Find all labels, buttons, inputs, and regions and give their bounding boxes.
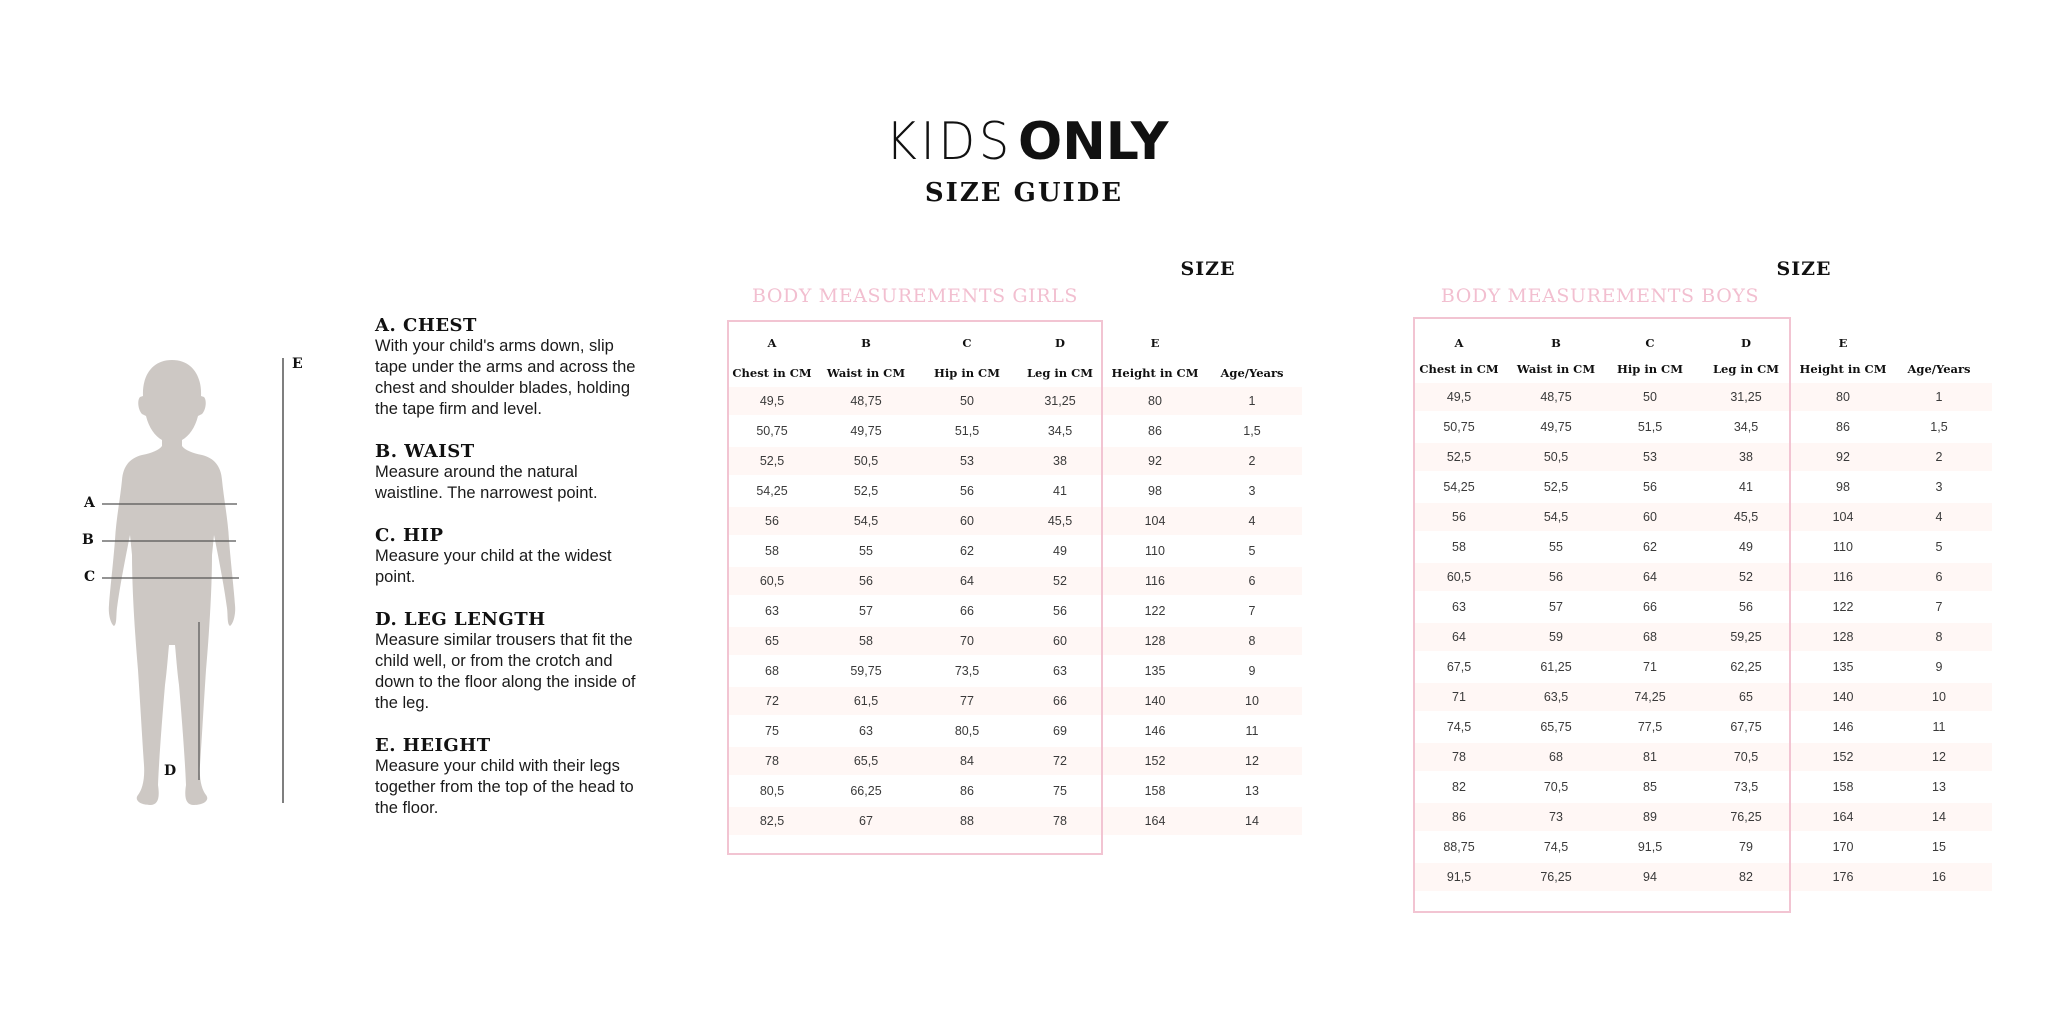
table-cell: 71 xyxy=(1452,690,1466,704)
table-cell: 70,5 xyxy=(1543,780,1569,794)
table-cell: 3 xyxy=(1935,480,1943,494)
column-letter: D xyxy=(1741,336,1751,350)
table-cell: 56 xyxy=(1053,604,1067,618)
column-header: Waist in CM xyxy=(826,366,906,380)
guide-title: B. WAIST xyxy=(375,441,475,462)
table-cell: 50,5 xyxy=(1543,450,1569,464)
table-cell: 66 xyxy=(960,604,974,618)
table-cell: 56 xyxy=(1549,570,1563,584)
table-cell: 80 xyxy=(1836,390,1850,404)
table-cell: 86 xyxy=(1452,810,1466,824)
column-letter: C xyxy=(962,336,972,350)
guide-title: D. LEG LENGTH xyxy=(375,609,546,630)
table-cell: 68 xyxy=(1549,750,1563,764)
table-cell: 146 xyxy=(1144,724,1166,738)
table-cell: 50 xyxy=(960,394,974,408)
table-cell: 60 xyxy=(1643,510,1657,524)
guide-title: C. HIP xyxy=(375,525,444,546)
table-cell: 49,75 xyxy=(850,424,882,438)
column-header: Hip in CM xyxy=(1617,362,1683,376)
table-cell: 67 xyxy=(859,814,873,828)
table-cell: 77 xyxy=(960,694,974,708)
table-cell: 15 xyxy=(1932,840,1946,854)
table-cell: 92 xyxy=(1836,450,1850,464)
table-cell: 45,5 xyxy=(1047,514,1073,528)
column-header: Age/Years xyxy=(1907,362,1971,376)
table-cell: 9 xyxy=(1935,660,1943,674)
column-letter: A xyxy=(1454,336,1464,350)
table-cell: 16 xyxy=(1932,870,1946,884)
table-cell: 63 xyxy=(859,724,873,738)
table-cell: 31,25 xyxy=(1044,394,1076,408)
table-cell: 86 xyxy=(960,784,974,798)
table-cell: 48,75 xyxy=(850,394,882,408)
table-cell: 12 xyxy=(1932,750,1946,764)
table-cell: 80,5 xyxy=(759,784,785,798)
table-cell: 70,5 xyxy=(1733,750,1759,764)
table-cell: 164 xyxy=(1832,810,1854,824)
table-cell: 58 xyxy=(859,634,873,648)
table-cell: 82 xyxy=(1739,870,1753,884)
table-cell: 80,5 xyxy=(954,724,980,738)
table-cell: 140 xyxy=(1832,690,1854,704)
table-cell: 73,5 xyxy=(954,664,980,678)
table-cell: 51,5 xyxy=(1637,420,1663,434)
table-cell: 57 xyxy=(859,604,873,618)
table-cell: 110 xyxy=(1145,544,1165,558)
table-cell: 63 xyxy=(1452,600,1466,614)
table-cell: 53 xyxy=(960,454,974,468)
measurement-guide xyxy=(375,316,645,841)
table-cell: 7 xyxy=(1248,604,1256,618)
table-cell: 53 xyxy=(1643,450,1657,464)
table-cell: 66,25 xyxy=(850,784,882,798)
table-cell: 14 xyxy=(1245,814,1259,828)
table-cell: 146 xyxy=(1832,720,1854,734)
child-measurement-figure xyxy=(60,340,320,820)
table-cell: 69 xyxy=(1053,724,1067,738)
table-cell: 65,75 xyxy=(1540,720,1572,734)
table-cell: 9 xyxy=(1248,664,1256,678)
table-cell: 152 xyxy=(1832,750,1854,764)
table-cell: 158 xyxy=(1832,780,1854,794)
table-cell: 62 xyxy=(1643,540,1657,554)
table-cell: 98 xyxy=(1148,484,1162,498)
table-cell: 31,25 xyxy=(1730,390,1762,404)
table-cell: 7 xyxy=(1935,600,1943,614)
page-title: SIZE GUIDE xyxy=(924,178,1124,208)
table-cell: 63 xyxy=(1053,664,1067,678)
guide-text: Measure your child at the widest point. xyxy=(375,547,612,586)
table-cell: 13 xyxy=(1245,784,1259,798)
table-cell: 1 xyxy=(1248,394,1256,408)
table-cell: 8 xyxy=(1248,634,1256,648)
table-cell: 52,5 xyxy=(1446,450,1472,464)
table-cell: 41 xyxy=(1053,484,1067,498)
column-letter: D xyxy=(1055,336,1065,350)
table-cell: 67,75 xyxy=(1730,720,1762,734)
table-cell: 64 xyxy=(960,574,974,588)
table-cell: 38 xyxy=(1053,454,1067,468)
table-cell: 71 xyxy=(1643,660,1657,674)
table-cell: 2 xyxy=(1248,454,1256,468)
boys-section-title: BODY MEASUREMENTS BOYS xyxy=(1440,285,1760,307)
table-cell: 75 xyxy=(765,724,779,738)
table-cell: 34,5 xyxy=(1047,424,1073,438)
table-cell: 63,5 xyxy=(1543,690,1569,704)
table-cell: 50,75 xyxy=(1443,420,1475,434)
table-cell: 75 xyxy=(1053,784,1067,798)
table-cell: 60,5 xyxy=(1446,570,1472,584)
column-letter: E xyxy=(1838,336,1848,350)
table-cell: 56 xyxy=(859,574,873,588)
table-cell: 62 xyxy=(960,544,974,558)
table-cell: 60 xyxy=(960,514,974,528)
table-cell: 80 xyxy=(1148,394,1162,408)
figure-label-b: B xyxy=(82,532,94,548)
table-cell: 89 xyxy=(1643,810,1657,824)
table-cell: 76,25 xyxy=(1730,810,1762,824)
table-cell: 61,25 xyxy=(1540,660,1572,674)
table-cell: 135 xyxy=(1832,660,1854,674)
guide-text: Measure around the natural waistline. The narrowest point. xyxy=(375,463,598,502)
column-letter: A xyxy=(767,336,777,350)
table-cell: 76,25 xyxy=(1540,870,1572,884)
table-cell: 5 xyxy=(1935,540,1943,554)
table-cell: 116 xyxy=(1833,570,1853,584)
table-cell: 51,5 xyxy=(954,424,980,438)
table-cell: 58 xyxy=(1452,540,1466,554)
table-cell: 52 xyxy=(1739,570,1753,584)
table-cell: 5 xyxy=(1248,544,1256,558)
table-cell: 73 xyxy=(1549,810,1563,824)
table-cell: 104 xyxy=(1832,510,1854,524)
table-cell: 65 xyxy=(1739,690,1753,704)
table-cell: 91,5 xyxy=(1446,870,1472,884)
table-cell: 52,5 xyxy=(853,484,879,498)
table-cell: 68 xyxy=(1643,630,1657,644)
table-cell: 73,5 xyxy=(1733,780,1759,794)
table-cell: 12 xyxy=(1245,754,1259,768)
boys-size-title: SIZE xyxy=(1776,258,1832,280)
child-silhouette-icon xyxy=(60,340,320,820)
table-cell: 176 xyxy=(1832,870,1854,884)
table-cell: 84 xyxy=(960,754,974,768)
column-header: Chest in CM xyxy=(732,366,812,380)
table-cell: 4 xyxy=(1935,510,1943,524)
table-cell: 164 xyxy=(1144,814,1166,828)
table-cell: 11 xyxy=(1932,720,1946,734)
guide-title: E. HEIGHT xyxy=(375,735,491,756)
guide-height xyxy=(375,736,645,819)
table-cell: 13 xyxy=(1932,780,1946,794)
brand-logo-light: KIDS xyxy=(885,112,1013,172)
girls-section-title: BODY MEASUREMENTS GIRLS xyxy=(751,285,1079,307)
brand-logo xyxy=(0,112,2048,172)
table-cell: 14 xyxy=(1932,810,1946,824)
table-cell: 57 xyxy=(1549,600,1563,614)
table-cell: 50 xyxy=(1643,390,1657,404)
table-cell: 61,5 xyxy=(853,694,879,708)
table-cell: 48,75 xyxy=(1540,390,1572,404)
table-cell: 1,5 xyxy=(1930,420,1948,434)
table-cell: 49,5 xyxy=(1446,390,1472,404)
table-cell: 49,75 xyxy=(1540,420,1572,434)
table-cell: 78 xyxy=(1452,750,1466,764)
table-cell: 59 xyxy=(1549,630,1563,644)
table-cell: 8 xyxy=(1935,630,1943,644)
table-cell: 66 xyxy=(1053,694,1067,708)
figure-label-a: A xyxy=(84,495,95,511)
table-cell: 1,5 xyxy=(1243,424,1261,438)
column-header: Waist in CM xyxy=(1516,362,1596,376)
table-cell: 74,5 xyxy=(1543,840,1569,854)
table-cell: 52,5 xyxy=(1543,480,1569,494)
table-cell: 135 xyxy=(1144,664,1166,678)
table-cell: 122 xyxy=(1832,600,1854,614)
table-cell: 38 xyxy=(1739,450,1753,464)
table-cell: 34,5 xyxy=(1733,420,1759,434)
table-cell: 52,5 xyxy=(759,454,785,468)
guide-text: With your child's arms down, slip tape under the arms and across the chest and shoulder blades, holding the tape firm and level. xyxy=(375,337,636,418)
table-cell: 91,5 xyxy=(1637,840,1663,854)
table-cell: 56 xyxy=(765,514,779,528)
table-cell: 72 xyxy=(765,694,779,708)
table-cell: 78 xyxy=(1053,814,1067,828)
table-cell: 56 xyxy=(960,484,974,498)
guide-chest xyxy=(375,316,645,420)
table-cell: 56 xyxy=(1452,510,1466,524)
table-cell: 6 xyxy=(1248,574,1256,588)
guide-text: Measure your child with their legs together from the top of the head to the floor. xyxy=(375,757,634,817)
table-cell: 56 xyxy=(1643,480,1657,494)
guide-text: Measure similar trousers that fit the child well, or from the crotch and down to the floor along the inside of the leg. xyxy=(375,631,636,712)
table-cell: 64 xyxy=(1452,630,1466,644)
table-cell: 77,5 xyxy=(1637,720,1663,734)
column-letter: B xyxy=(1551,336,1561,350)
column-letter: B xyxy=(861,336,871,350)
guide-waist xyxy=(375,442,645,504)
table-cell: 49,5 xyxy=(759,394,785,408)
table-cell: 2 xyxy=(1935,450,1943,464)
table-cell: 104 xyxy=(1144,514,1166,528)
figure-label-c: C xyxy=(84,569,96,585)
table-cell: 65,5 xyxy=(853,754,879,768)
table-cell: 60,5 xyxy=(759,574,785,588)
table-cell: 59,75 xyxy=(850,664,882,678)
column-header: Age/Years xyxy=(1220,366,1284,380)
table-cell: 6 xyxy=(1935,570,1943,584)
table-cell: 58 xyxy=(765,544,779,558)
table-cell: 78 xyxy=(765,754,779,768)
column-header: Height in CM xyxy=(1799,362,1887,376)
table-cell: 92 xyxy=(1148,454,1162,468)
guide-leg-length xyxy=(375,610,645,714)
table-cell: 54,25 xyxy=(756,484,788,498)
table-cell: 86 xyxy=(1148,424,1162,438)
table-cell: 50,5 xyxy=(853,454,879,468)
table-cell: 68 xyxy=(765,664,779,678)
table-cell: 65 xyxy=(765,634,779,648)
table-cell: 54,25 xyxy=(1443,480,1475,494)
table-cell: 128 xyxy=(1832,630,1854,644)
table-cell: 63 xyxy=(765,604,779,618)
column-header: Height in CM xyxy=(1111,366,1199,380)
table-cell: 54,5 xyxy=(853,514,879,528)
table-cell: 140 xyxy=(1144,694,1166,708)
table-cell: 74,5 xyxy=(1446,720,1472,734)
table-cell: 170 xyxy=(1832,840,1854,854)
table-cell: 54,5 xyxy=(1543,510,1569,524)
table-cell: 72 xyxy=(1053,754,1067,768)
table-cell: 86 xyxy=(1836,420,1850,434)
table-cell: 116 xyxy=(1145,574,1165,588)
table-cell: 110 xyxy=(1833,540,1853,554)
table-cell: 59,25 xyxy=(1730,630,1762,644)
table-cell: 56 xyxy=(1739,600,1753,614)
table-cell: 70 xyxy=(960,634,974,648)
table-cell: 45,5 xyxy=(1733,510,1759,524)
table-cell: 50,75 xyxy=(756,424,788,438)
table-cell: 67,5 xyxy=(1446,660,1472,674)
table-cell: 85 xyxy=(1643,780,1657,794)
column-header: Hip in CM xyxy=(934,366,1000,380)
table-cell: 49 xyxy=(1053,544,1067,558)
table-cell: 60 xyxy=(1053,634,1067,648)
table-cell: 11 xyxy=(1245,724,1259,738)
column-letter: C xyxy=(1645,336,1655,350)
table-cell: 94 xyxy=(1643,870,1657,884)
table-cell: 52 xyxy=(1053,574,1067,588)
table-cell: 122 xyxy=(1144,604,1166,618)
table-cell: 158 xyxy=(1144,784,1166,798)
guide-hip xyxy=(375,526,645,588)
table-cell: 79 xyxy=(1739,840,1753,854)
table-cell: 4 xyxy=(1248,514,1256,528)
table-cell: 10 xyxy=(1932,690,1946,704)
table-cell: 74,25 xyxy=(1634,690,1666,704)
table-cell: 66 xyxy=(1643,600,1657,614)
table-cell: 1 xyxy=(1935,390,1943,404)
column-header: Leg in CM xyxy=(1026,366,1094,380)
column-header: Chest in CM xyxy=(1419,362,1499,376)
table-cell: 55 xyxy=(1549,540,1563,554)
table-cell: 98 xyxy=(1836,480,1850,494)
table-cell: 152 xyxy=(1144,754,1166,768)
table-cell: 82 xyxy=(1452,780,1466,794)
table-cell: 88,75 xyxy=(1443,840,1475,854)
girls-size-title: SIZE xyxy=(1180,258,1236,280)
table-cell: 128 xyxy=(1144,634,1166,648)
figure-label-e: E xyxy=(292,356,303,372)
table-cell: 81 xyxy=(1643,750,1657,764)
table-cell: 64 xyxy=(1643,570,1657,584)
table-cell: 55 xyxy=(859,544,873,558)
table-cell: 3 xyxy=(1248,484,1256,498)
guide-title: A. CHEST xyxy=(375,315,477,336)
column-header: Leg in CM xyxy=(1712,362,1780,376)
table-cell: 62,25 xyxy=(1730,660,1762,674)
table-cell: 41 xyxy=(1739,480,1753,494)
table-cell: 49 xyxy=(1739,540,1753,554)
brand-logo-bold: ONLY xyxy=(1018,112,1169,172)
figure-label-d: D xyxy=(164,763,177,779)
column-letter: E xyxy=(1150,336,1160,350)
table-cell: 10 xyxy=(1245,694,1259,708)
table-cell: 88 xyxy=(960,814,974,828)
table-cell: 82,5 xyxy=(759,814,785,828)
